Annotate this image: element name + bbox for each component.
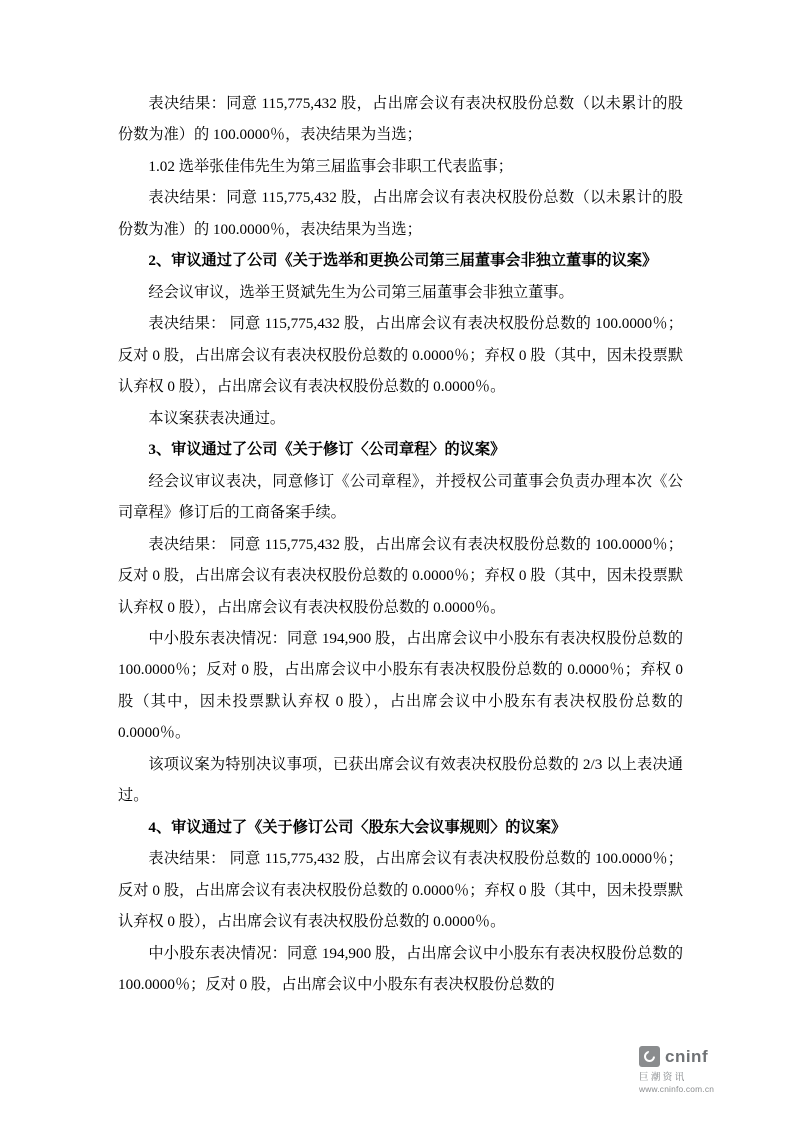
logo-wordmark: cninf [665,1046,709,1066]
paragraph: 经会议审议表决，同意修订《公司章程》，并授权公司董事会负责办理本次《公司章程》修订后的工商备案手续。 [118,472,683,522]
paragraph: 表决结果： 同意 115,775,432 股，占出席会议有表决权股份总数的 100.0000％；反对 0 股，占出席会议有表决权股份总数的 0.0000％；弃权 0 股（其中，因未投票默认弃权 0 股），占出席会议有表决权股份总数的 0.0000％。 [118,850,683,931]
paragraph: 该项议案为特别决议事项，已获出席会议有效表决权股份总数的 2/3 以上表决通过。 [118,755,683,805]
paragraph: 中小股东表决情况：同意 194,900 股，占出席会议中小股东有表决权股份总数的 100.0000％；反对 0 股，占出席会议中小股东有表决权股份总数的 [118,944,683,994]
paragraph: 1.02 选举张佳伟先生为第三届监事会非职工代表监事； [148,157,513,175]
logo-row [639,1046,757,1067]
section-heading: 3、审议通过了公司《关于修订〈公司章程〉的议案》 [148,441,506,459]
paragraph: 表决结果：同意 115,775,432 股，占出席会议有表决权股份总数（以未累计的股份数为准）的 100.0000％，表决结果为当选； [118,95,683,144]
paragraph: 表决结果： 同意 115,775,432 股，占出席会议有表决权股份总数的 100.0000％；反对 0 股，占出席会议有表决权股份总数的 0.0000％；弃权 0 股（其中，因未投票默认弃权 0 股），占出席会议有表决权股份总数的 0.0000％。 [118,315,683,396]
cninfo-logo-icon [639,1046,660,1067]
document-body [118,88,683,1001]
paragraph: 表决结果：同意 115,775,432 股，占出席会议有表决权股份总数（以未累计的股份数为准）的 100.0000％，表决结果为当选； [118,189,683,238]
logo-url: www.cninfo.com.cn [639,1084,715,1094]
paragraph: 中小股东表决情况：同意 194,900 股，占出席会议中小股东有表决权股份总数的 100.0000％；反对 0 股，占出席会议中小股东有表决权股份总数的 0.0000％；弃权 0 股（其中，因未投票默认弃权 0 股），占出席会议中小股东有表决权股份总数的 0.0000％。 [118,629,683,742]
paragraph: 经会议审议，选举王贤斌先生为公司第三届董事会非独立董事。 [148,283,574,301]
paragraph: 本议案获表决通过。 [148,409,286,427]
section-heading: 2、审议通过了公司《关于选举和更换公司第三届董事会非独立董事的议案》 [148,252,658,270]
section-heading: 4、审议通过了《关于修订公司〈股东大会议事规则〉的议案》 [148,818,567,836]
cninfo-footer-logo [639,1046,757,1094]
paragraph: 表决结果： 同意 115,775,432 股，占出席会议有表决权股份总数的 100.0000％；反对 0 股，占出席会议有表决权股份总数的 0.0000％；弃权 0 股（其中，因未投票默认弃权 0 股），占出席会议有表决权股份总数的 0.0000％。 [118,535,683,616]
logo-chinese-name: 巨潮资讯 [639,1072,687,1083]
